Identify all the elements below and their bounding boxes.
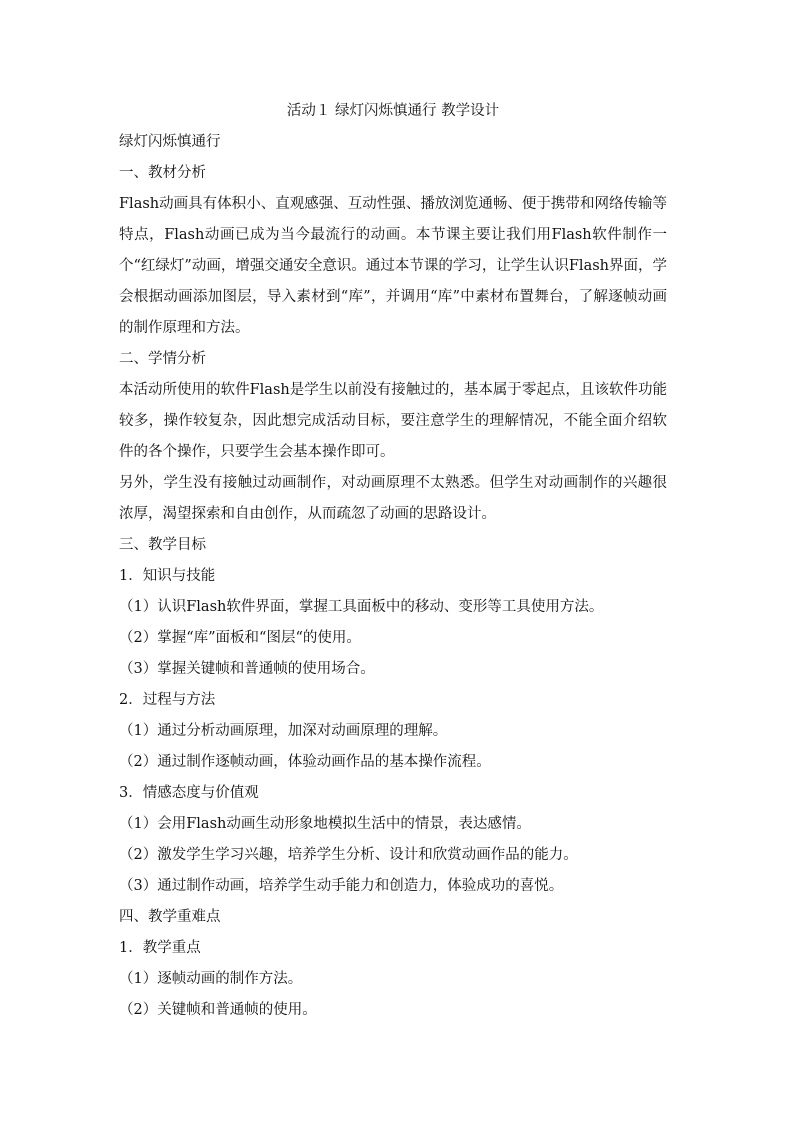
list-item: （3）通过制作动画，培养学生动手能力和创造力，体验成功的喜悦。	[119, 878, 564, 894]
list-item: （1）通过分析动画原理，加深对动画原理的理解。	[119, 723, 448, 739]
list-item: （2）掌握“库”面板和“图层“的使用。	[119, 630, 361, 646]
list-item: （2）关键帧和普通帧的使用。	[119, 1002, 317, 1018]
paragraph-students-1: 本活动所使用的软件Flash是学生以前没有接触过的，基本属于零起点，且该软件功能较多，操作较复杂，因此想完成活动目标，要注意学生的理解情况，不能全面介绍软件的各个操作，只要学生会基本操作即可。	[119, 382, 667, 460]
section-heading-materials: 一、教材分析	[119, 165, 206, 181]
subheading-knowledge-skills: 1．知识与技能	[119, 568, 216, 584]
paragraph-materials: Flash动画具有体积小、直观感强、互动性强、播放浏览通畅、便于携带和网络传输等特点，Flash动画已成为当今最流行的动画。本节课主要让我们用Flash软件制作一个“红绿灯”动画，增强交通安全意识。通过本节课的学习，让学生认识Flash界面，学会根据动画添加图层，导入素材到“库”，并调用“库”中素材布置舞台，了解逐帧动画的制作原理和方法。	[119, 196, 667, 336]
list-item: （2）通过制作逐帧动画，体验动画作品的基本操作流程。	[119, 754, 491, 770]
list-item: （1）逐帧动画的制作方法。	[119, 971, 303, 987]
subheading-teaching-focus: 1．教学重点	[119, 940, 201, 956]
section-heading-objectives: 三、教学目标	[119, 537, 206, 553]
document-body	[119, 96, 667, 1026]
subheading-emotion-values: 3．情感态度与价值观	[119, 785, 259, 801]
section-heading-students: 二、学情分析	[119, 351, 206, 367]
list-item: （1）认识Flash软件界面，掌握工具面板中的移动、变形等工具使用方法。	[119, 599, 604, 615]
document-title: 活动１ 绿灯闪烁慎通行 教学设计	[286, 103, 500, 119]
section-heading-key-points: 四、教学重难点	[119, 909, 221, 925]
list-item: （2）激发学生学习兴趣，培养学生分析、设计和欣赏动画作品的能力。	[119, 847, 578, 863]
list-item: （1）会用Flash动画生动形象地模拟生活中的情景，表达感情。	[119, 816, 531, 832]
paragraph-students-2: 另外，学生没有接触过动画制作，对动画原理不太熟悉。但学生对动画制作的兴趣很浓厚，渴望探索和自由创作，从而疏忽了动画的思路设计。	[119, 475, 667, 522]
document-subtitle: 绿灯闪烁慎通行	[119, 134, 221, 150]
list-item: （3）掌握关键帧和普通帧的使用场合。	[119, 661, 375, 677]
subheading-process-methods: 2．过程与方法	[119, 692, 216, 708]
